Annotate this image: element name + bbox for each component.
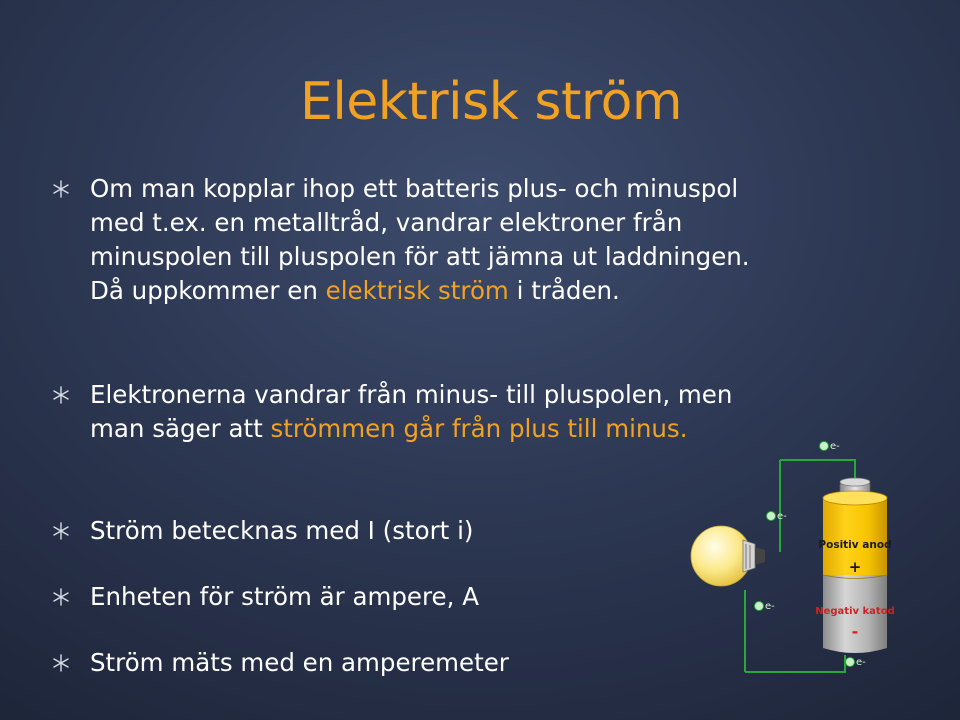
anode-label: Positiv anod (818, 539, 892, 551)
bullet-text: Ström mäts med en amperemeter (90, 648, 509, 677)
bullet-text: Enheten för ström är ampere, A (90, 582, 479, 611)
asterisk-icon (50, 384, 72, 406)
asterisk-icon (50, 586, 72, 608)
bullet-item (50, 378, 750, 446)
electron-label: e- (830, 441, 840, 452)
bullet-item (50, 580, 750, 614)
slide-title: Elektrisk ström (300, 72, 683, 132)
light-bulb-icon (691, 526, 765, 586)
electron-label: e- (765, 601, 775, 612)
highlight-text: elektrisk ström (325, 276, 509, 305)
highlight-text: strömmen går från plus till minus. (270, 414, 688, 443)
battery-icon (815, 478, 894, 653)
electron-label: e- (777, 511, 787, 522)
asterisk-icon (50, 178, 72, 200)
minus-sign: - (851, 622, 859, 641)
bullet-item (50, 172, 750, 308)
circuit-diagram (685, 430, 945, 680)
bullet-text: Elektronerna vandrar från minus- till pluspolen, men man säger att strömmen går från plus till minus. (90, 380, 733, 443)
asterisk-icon (50, 520, 72, 542)
plus-sign: + (848, 558, 862, 576)
bullet-text: Om man kopplar ihop ett batteris plus- och minuspol med t.ex. en metalltråd, vandrar elektroner från minuspolen till pluspolen för att jämna ut laddningen. Då uppkommer en elektrisk ström i tråden. (90, 174, 750, 305)
cathode-label: Negativ katod (815, 606, 895, 617)
bullet-item (50, 514, 750, 548)
electron-label: e- (856, 657, 866, 668)
asterisk-icon (50, 652, 72, 674)
bullet-text: Ström betecknas med I (stort i) (90, 516, 474, 545)
bullet-item (50, 646, 750, 680)
